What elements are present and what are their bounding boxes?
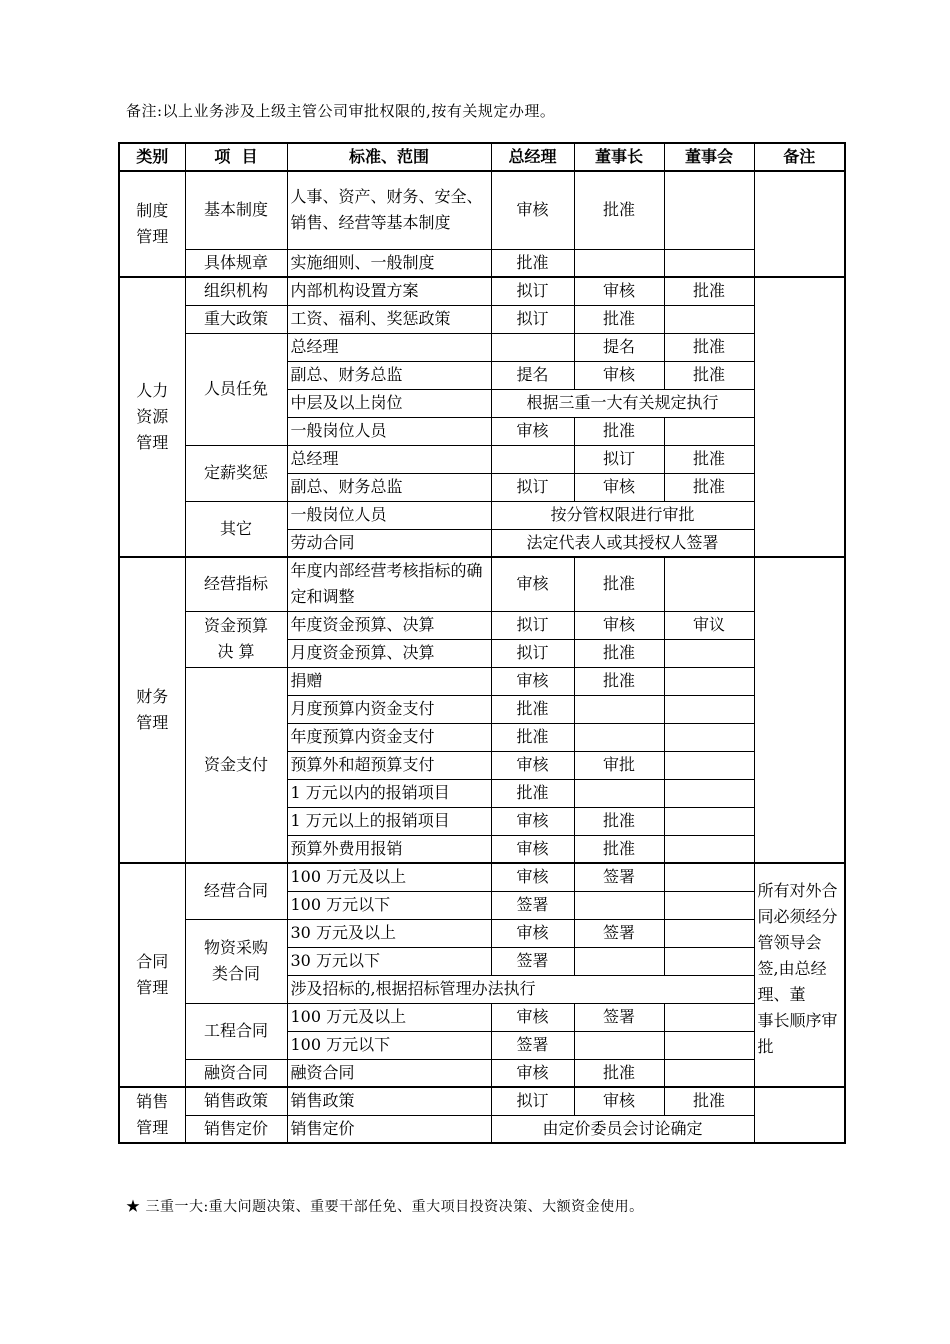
board-cell: 批准	[664, 333, 754, 361]
table-row	[119, 277, 845, 305]
scope-cell: 捐赠	[287, 667, 491, 695]
item-cell: 工程合同	[185, 1003, 287, 1059]
board-cell	[664, 751, 754, 779]
chairman-cell	[574, 1031, 664, 1059]
chairman-cell: 批准	[574, 639, 664, 667]
remark-cell	[754, 1087, 845, 1143]
chairman-cell: 批准	[574, 807, 664, 835]
scope-cell: 一般岗位人员	[287, 417, 491, 445]
header-item: 项 目	[185, 143, 287, 171]
scope-cell: 实施细则、一般制度	[287, 249, 491, 277]
table-row	[119, 557, 845, 611]
board-cell	[664, 723, 754, 751]
board-cell: 审议	[664, 611, 754, 639]
board-cell	[664, 639, 754, 667]
gm-cell: 签署	[491, 1031, 574, 1059]
gm-cell: 审核	[491, 667, 574, 695]
table-row	[119, 1059, 845, 1087]
gm-cell	[491, 445, 574, 473]
chairman-cell: 批准	[574, 1059, 664, 1087]
gm-cell: 拟订	[491, 1087, 574, 1115]
table-row	[119, 249, 845, 277]
board-cell	[664, 249, 754, 277]
category-cell: 销售 管理	[119, 1087, 185, 1143]
scope-cell: 年度资金预算、决算	[287, 611, 491, 639]
board-cell	[664, 779, 754, 807]
scope-cell: 工资、福利、奖惩政策	[287, 305, 491, 333]
table-row	[119, 611, 845, 639]
item-cell: 融资合同	[185, 1059, 287, 1087]
scope-cell: 1 万元以内的报销项目	[287, 779, 491, 807]
chairman-cell: 审核	[574, 611, 664, 639]
scope-cell: 人事、资产、财务、安全、销售、经营等基本制度	[287, 171, 491, 249]
table-row	[119, 333, 845, 361]
gm-cell: 批准	[491, 723, 574, 751]
header-scope: 标准、范围	[287, 143, 491, 171]
scope-cell: 100 万元及以上	[287, 1003, 491, 1031]
scope-cell: 中层及以上岗位	[287, 389, 491, 417]
table-row	[119, 863, 845, 891]
scope-cell: 内部机构设置方案	[287, 277, 491, 305]
item-cell: 经营合同	[185, 863, 287, 919]
chairman-cell: 批准	[574, 557, 664, 611]
gm-cell: 签署	[491, 891, 574, 919]
scope-cell: 总经理	[287, 333, 491, 361]
scope-cell: 预算外费用报销	[287, 835, 491, 863]
gm-cell: 审核	[491, 1059, 574, 1087]
board-cell	[664, 947, 754, 975]
board-cell	[664, 417, 754, 445]
board-cell	[664, 667, 754, 695]
header-chairman: 董事长	[574, 143, 664, 171]
gm-cell: 拟订	[491, 277, 574, 305]
table-row	[119, 445, 845, 473]
board-cell	[664, 835, 754, 863]
chairman-cell: 审批	[574, 751, 664, 779]
chairman-cell: 批准	[574, 667, 664, 695]
scope-cell: 销售定价	[287, 1115, 491, 1143]
scope-cell: 100 万元及以上	[287, 863, 491, 891]
tender-rule-cell: 涉及招标的,根据招标管理办法执行	[287, 975, 754, 1003]
remark-cell	[754, 557, 845, 863]
item-cell: 基本制度	[185, 171, 287, 249]
scope-cell: 月度资金预算、决算	[287, 639, 491, 667]
table-row	[119, 1115, 845, 1143]
scope-cell: 30 万元及以上	[287, 919, 491, 947]
board-cell: 批准	[664, 473, 754, 501]
table-row	[119, 667, 845, 695]
gm-cell: 审核	[491, 417, 574, 445]
chairman-cell	[574, 947, 664, 975]
gm-cell: 审核	[491, 919, 574, 947]
scope-cell: 劳动合同	[287, 529, 491, 557]
board-cell	[664, 863, 754, 891]
board-cell	[664, 807, 754, 835]
chairman-cell: 拟订	[574, 445, 664, 473]
contract-remark-cell: 所有对外合同必须经分管领导会签,由总经理、董 事长顺序审批	[754, 863, 845, 1087]
gm-cell	[491, 333, 574, 361]
header-row	[119, 143, 845, 171]
scope-cell: 副总、财务总监	[287, 473, 491, 501]
chairman-cell: 提名	[574, 333, 664, 361]
footer-note: ★ 三重一大:重大问题决策、重要干部任免、重大项目投资决策、大额资金使用。	[126, 1199, 644, 1215]
scope-cell: 100 万元以下	[287, 891, 491, 919]
item-cell: 销售政策	[185, 1087, 287, 1115]
gm-cell: 审核	[491, 807, 574, 835]
item-cell: 资金支付	[185, 667, 287, 863]
chairman-cell: 批准	[574, 417, 664, 445]
board-cell	[664, 695, 754, 723]
scope-cell: 融资合同	[287, 1059, 491, 1087]
chairman-cell: 签署	[574, 863, 664, 891]
approval-authority-table	[118, 142, 846, 1144]
item-cell: 重大政策	[185, 305, 287, 333]
item-cell: 人员任免	[185, 333, 287, 445]
remark-cell	[754, 171, 845, 277]
scope-cell: 销售政策	[287, 1087, 491, 1115]
merged-approval-cell: 由定价委员会讨论确定	[491, 1115, 754, 1143]
scope-cell: 副总、财务总监	[287, 361, 491, 389]
chairman-cell: 批准	[574, 171, 664, 249]
gm-cell: 提名	[491, 361, 574, 389]
scope-cell: 30 万元以下	[287, 947, 491, 975]
board-cell	[664, 305, 754, 333]
table-row	[119, 305, 845, 333]
merged-approval-cell: 法定代表人或其授权人签署	[491, 529, 754, 557]
item-cell: 其它	[185, 501, 287, 557]
board-cell	[664, 557, 754, 611]
item-cell: 经营指标	[185, 557, 287, 611]
gm-cell: 审核	[491, 1003, 574, 1031]
scope-cell: 一般岗位人员	[287, 501, 491, 529]
chairman-cell	[574, 695, 664, 723]
header-category: 类别	[119, 143, 185, 171]
chairman-cell	[574, 723, 664, 751]
item-cell: 物资采购 类合同	[185, 919, 287, 1003]
merged-approval-cell: 根据三重一大有关规定执行	[491, 389, 754, 417]
table-row	[119, 1087, 845, 1115]
header-remark: 备注	[754, 143, 845, 171]
chairman-cell	[574, 249, 664, 277]
table-row	[119, 919, 845, 947]
top-note: 备注:以上业务涉及上级主管公司审批权限的,按有关规定办理。	[126, 102, 556, 120]
table-row	[119, 501, 845, 529]
gm-cell: 审核	[491, 171, 574, 249]
chairman-cell: 审核	[574, 473, 664, 501]
merged-approval-cell: 按分管权限进行审批	[491, 501, 754, 529]
board-cell	[664, 1059, 754, 1087]
gm-cell: 签署	[491, 947, 574, 975]
board-cell: 批准	[664, 445, 754, 473]
chairman-cell: 签署	[574, 919, 664, 947]
table-row	[119, 171, 845, 249]
category-cell: 合同 管理	[119, 863, 185, 1087]
item-cell: 资金预算 决 算	[185, 611, 287, 667]
chairman-cell: 批准	[574, 835, 664, 863]
item-cell: 组织机构	[185, 277, 287, 305]
gm-cell: 审核	[491, 751, 574, 779]
remark-cell	[754, 277, 845, 557]
item-cell: 具体规章	[185, 249, 287, 277]
gm-cell: 拟订	[491, 639, 574, 667]
gm-cell: 拟订	[491, 305, 574, 333]
scope-cell: 年度内部经营考核指标的确定和调整	[287, 557, 491, 611]
gm-cell: 批准	[491, 695, 574, 723]
category-cell: 人力 资源 管理	[119, 277, 185, 557]
category-cell: 财务 管理	[119, 557, 185, 863]
table-row	[119, 1003, 845, 1031]
board-cell: 批准	[664, 277, 754, 305]
header-board: 董事会	[664, 143, 754, 171]
gm-cell: 批准	[491, 249, 574, 277]
gm-cell: 批准	[491, 779, 574, 807]
board-cell	[664, 171, 754, 249]
scope-cell: 100 万元以下	[287, 1031, 491, 1059]
chairman-cell: 审核	[574, 277, 664, 305]
board-cell	[664, 891, 754, 919]
gm-cell: 审核	[491, 835, 574, 863]
header-general-manager: 总经理	[491, 143, 574, 171]
scope-cell: 预算外和超预算支付	[287, 751, 491, 779]
item-cell: 定薪奖惩	[185, 445, 287, 501]
item-cell: 销售定价	[185, 1115, 287, 1143]
board-cell: 批准	[664, 361, 754, 389]
board-cell: 批准	[664, 1087, 754, 1115]
scope-cell: 月度预算内资金支付	[287, 695, 491, 723]
gm-cell: 拟订	[491, 611, 574, 639]
chairman-cell: 签署	[574, 1003, 664, 1031]
board-cell	[664, 1003, 754, 1031]
gm-cell: 审核	[491, 557, 574, 611]
chairman-cell: 批准	[574, 305, 664, 333]
chairman-cell	[574, 779, 664, 807]
board-cell	[664, 919, 754, 947]
chairman-cell: 审核	[574, 361, 664, 389]
scope-cell: 1 万元以上的报销项目	[287, 807, 491, 835]
category-cell: 制度 管理	[119, 171, 185, 277]
scope-cell: 总经理	[287, 445, 491, 473]
scope-cell: 年度预算内资金支付	[287, 723, 491, 751]
chairman-cell	[574, 891, 664, 919]
chairman-cell: 审核	[574, 1087, 664, 1115]
gm-cell: 拟订	[491, 473, 574, 501]
gm-cell: 审核	[491, 863, 574, 891]
board-cell	[664, 1031, 754, 1059]
